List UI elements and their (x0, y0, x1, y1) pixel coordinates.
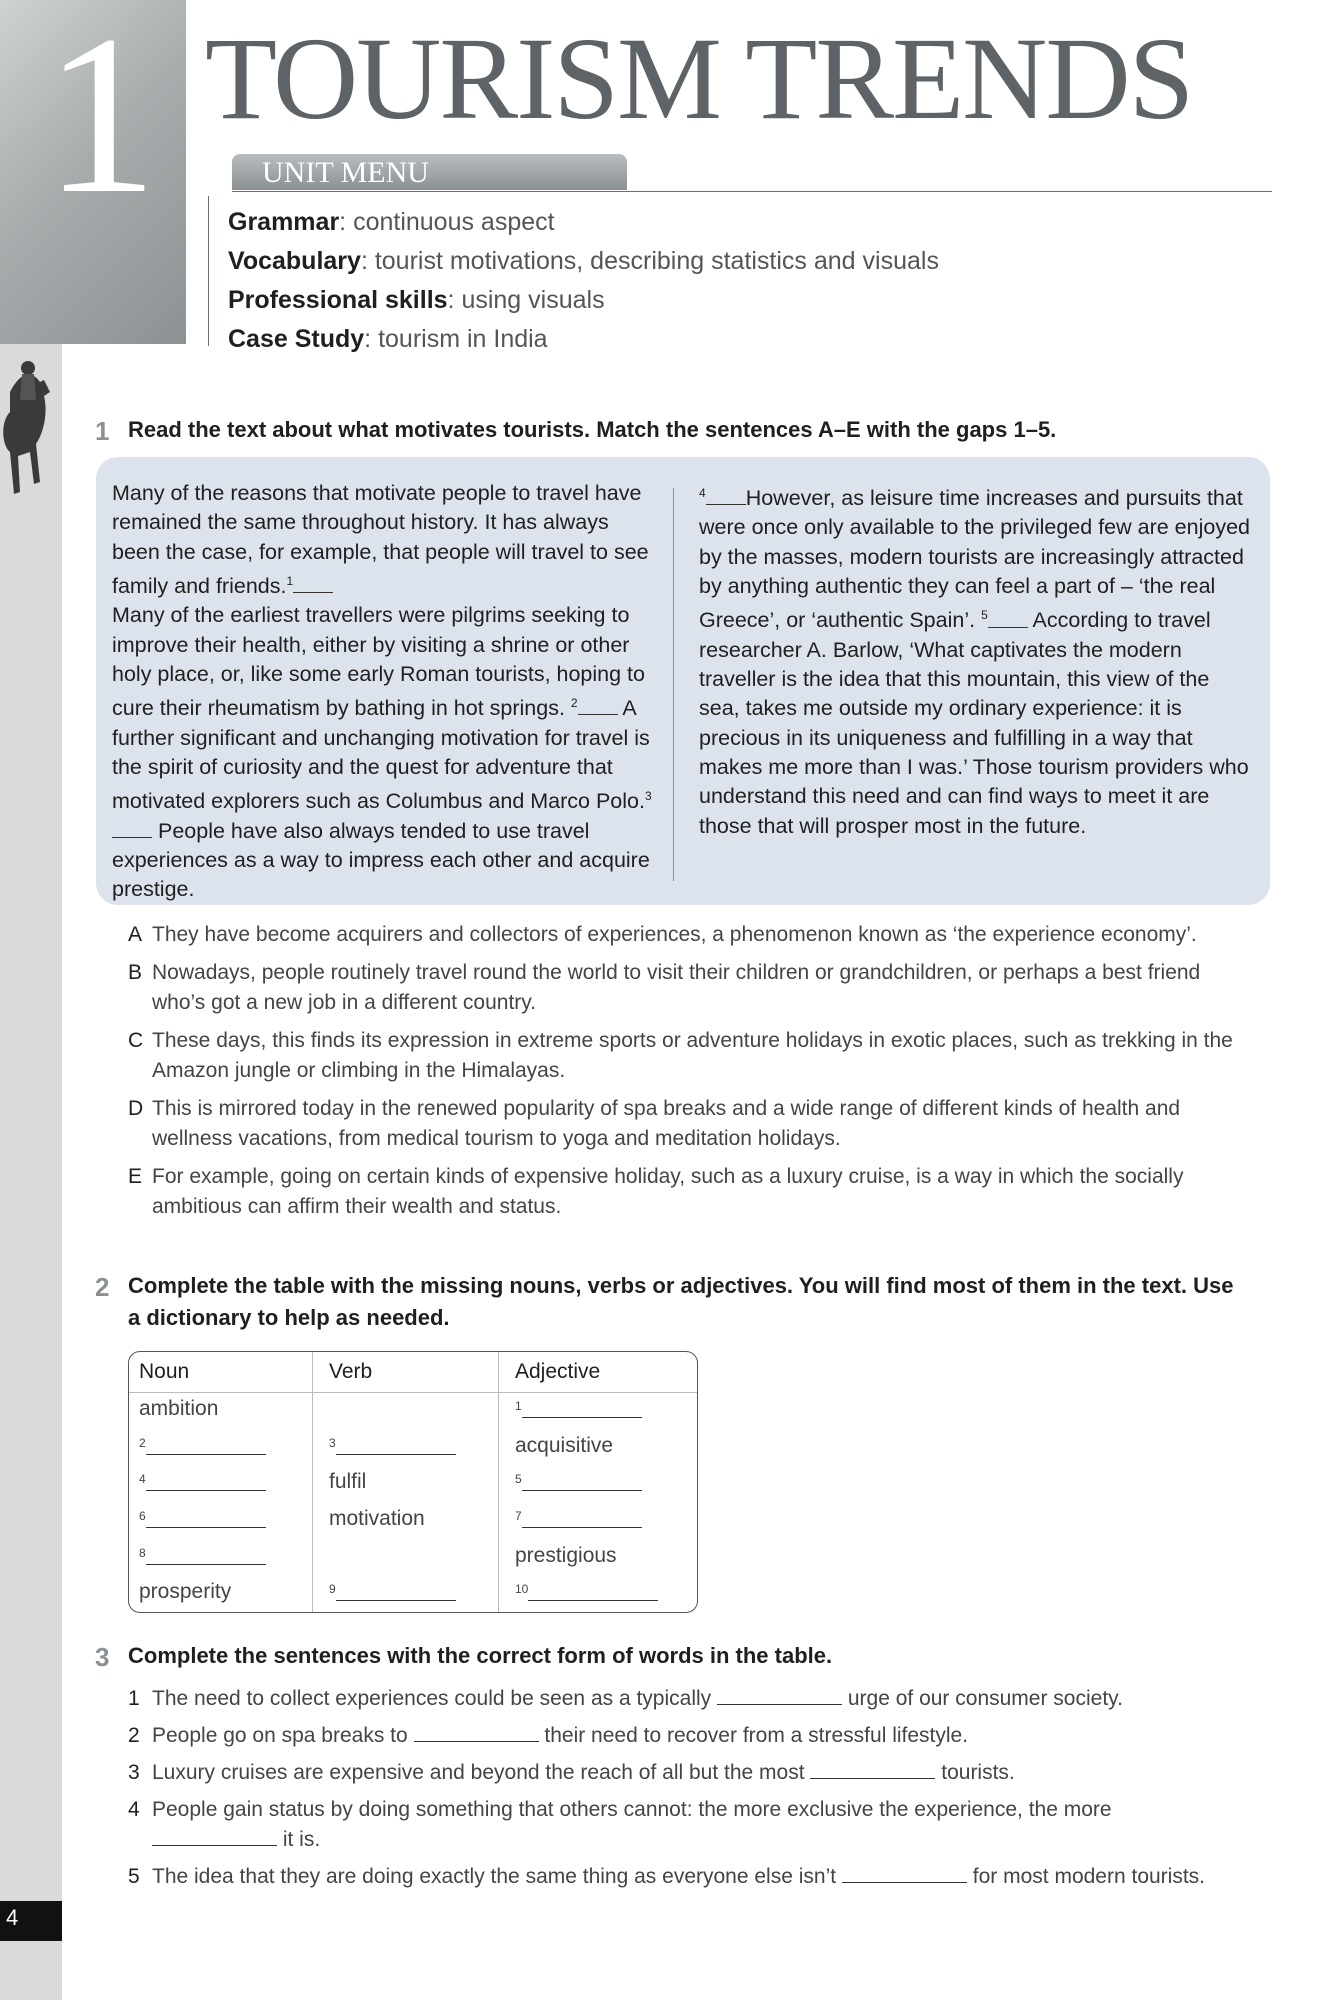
exercise-1-instruction: Read the text about what motivates tourists. Match the sentences A–E with the gaps 1–5. (128, 417, 1057, 442)
answer-gap[interactable] (842, 1864, 967, 1883)
table-cell: fulfil (329, 1470, 367, 1493)
table-gap-cell[interactable]: 3 (329, 1434, 456, 1461)
exercise-2-instruction: Complete the table with the missing nouns, verbs or adjectives. You will find most of them in the text. Use a dictionary to help as needed. (128, 1273, 1234, 1330)
table-divider (498, 1352, 499, 1612)
unit-menu-side-rule (208, 196, 209, 346)
option-e: E For example, going on certain kinds of expensive holiday, such as a luxury cruise, is a way in which the socially ambitious can affirm their wealth and status. (128, 1165, 1184, 1218)
table-gap-cell[interactable]: 4 (139, 1470, 266, 1497)
table-gap-cell[interactable]: 9 (329, 1580, 456, 1607)
answer-gap[interactable] (152, 1827, 277, 1846)
unit-menu-rule (232, 191, 1272, 192)
option-a: A They have become acquirers and collectors of experiences, a phenomenon known as ‘the experience economy’. (128, 923, 1197, 946)
table-gap-cell[interactable]: 7 (515, 1507, 642, 1534)
sentence-item: 4 People gain status by doing something that others cannot: the more exclusive the experience, the more it is. (128, 1798, 1112, 1851)
table-cell: acquisitive (515, 1434, 614, 1457)
exercise-3-number: 3 (95, 1642, 110, 1672)
menu-item-professional-skills: Professional skills: using visuals (228, 286, 605, 314)
table-cell: prosperity (139, 1580, 232, 1603)
reading-right-column: $^4$ However, as leisure time increases and pursuits that were once only available to the privileged few are enjoyed by the masses, modern tourists are increasingly attracted by anything authentic they can feel a part of – ‘the real Greece’, or ‘authentic Spain’. $^5$ According to travel researcher A. Barlow, ‘What captivates the modern traveller is the idea that this mountain, this view of the sea, takes me outside my ordinary experience: it is precious in its uniqueness and fulfilling in a way that makes me more than I was.’ Those tourism providers who understand this need and can find ways to meet it are those that will prosper most in the future. (699, 486, 1250, 838)
page-title: TOURISM TRENDS (205, 13, 1193, 144)
table-divider (312, 1352, 313, 1612)
exercise-2-number: 2 (95, 1272, 110, 1302)
table-gap-cell[interactable]: 2 (139, 1434, 266, 1461)
answer-gap[interactable] (717, 1686, 842, 1705)
sentence-item: 1 The need to collect experiences could be seen as a typically urge of our consumer society. (128, 1687, 1123, 1710)
reading-left-column: Many of the reasons that motivate people to travel have remained the same throughout history. It has always been the case, for example, that people will travel to see family and friends.$^1$ Many of the earliest travellers were pilgrims seeking to improve their health, either by visiting a shrine or other holy place, or, like some early Roman tourists, hoping to cure their rheumatism by bathing in hot springs. $^2$ A further significant and unchanging motivation for travel is the spirit of curiosity and the quest for adventure that motivated explorers such as Columbus and Marco Polo.$^3$ People have also always tended to use travel experiences as a way to impress each other and acquire prestige. (112, 481, 652, 902)
word-forms-table (128, 1351, 698, 1613)
sentence-item: 2 People go on spa breaks to their need to recover from a stressful lifestyle. (128, 1724, 969, 1747)
matching-options (128, 920, 1238, 1230)
unit-menu-heading: UNIT MENU (262, 156, 429, 189)
answer-gap[interactable] (414, 1723, 539, 1742)
column-divider (673, 488, 674, 881)
table-header-verb: Verb (329, 1360, 373, 1383)
exercise-1-number: 1 (95, 416, 110, 446)
unit-menu-list (228, 203, 939, 359)
table-cell: motivation (329, 1507, 425, 1530)
menu-item-grammar: Grammar: continuous aspect (228, 208, 555, 236)
answer-gap[interactable] (810, 1760, 935, 1779)
menu-item-case-study: Case Study: tourism in India (228, 325, 548, 353)
table-gap-cell[interactable]: 8 (139, 1544, 266, 1571)
table-cell: prestigious (515, 1544, 617, 1567)
sentence-item: 3 Luxury cruises are expensive and beyond the reach of all but the most tourists. (128, 1761, 1015, 1784)
sentence-item: 5 The idea that they are doing exactly the same thing as everyone else isn’t for most modern tourists. (128, 1865, 1206, 1888)
table-header-noun: Noun (139, 1360, 190, 1383)
exercise-3-instruction: Complete the sentences with the correct form of words in the table. (128, 1643, 833, 1668)
table-gap-cell[interactable]: 10 (515, 1580, 658, 1607)
table-gap-cell[interactable]: 5 (515, 1470, 642, 1497)
sentence-list (128, 1684, 1238, 1899)
option-d: D This is mirrored today in the renewed popularity of spa breaks and a wide range of different kinds of health and wellness vacations, from medical tourism to yoga and meditation holidays. (128, 1097, 1181, 1150)
menu-item-vocabulary: Vocabulary: tourist motivations, describing statistics and visuals (228, 247, 939, 275)
page-number: 4 (6, 1905, 19, 1930)
table-header-rule (129, 1392, 697, 1393)
table-gap-cell[interactable]: 6 (139, 1507, 266, 1534)
unit-number: 1 (44, 0, 158, 241)
table-gap-cell[interactable]: 1 (515, 1397, 642, 1424)
option-b: B Nowadays, people routinely travel round the world to visit their children or grandchildren, or perhaps a best friend who’s got a new job in a different country. (128, 961, 1201, 1014)
option-c: C These days, this finds its expression in extreme sports or adventure holidays in exotic places, such as trekking in the Amazon jungle or climbing in the Himalayas. (128, 1029, 1233, 1082)
table-header-adjective: Adjective (515, 1360, 601, 1383)
horse-rider-illustration (0, 352, 62, 532)
table-cell: ambition (139, 1397, 219, 1420)
